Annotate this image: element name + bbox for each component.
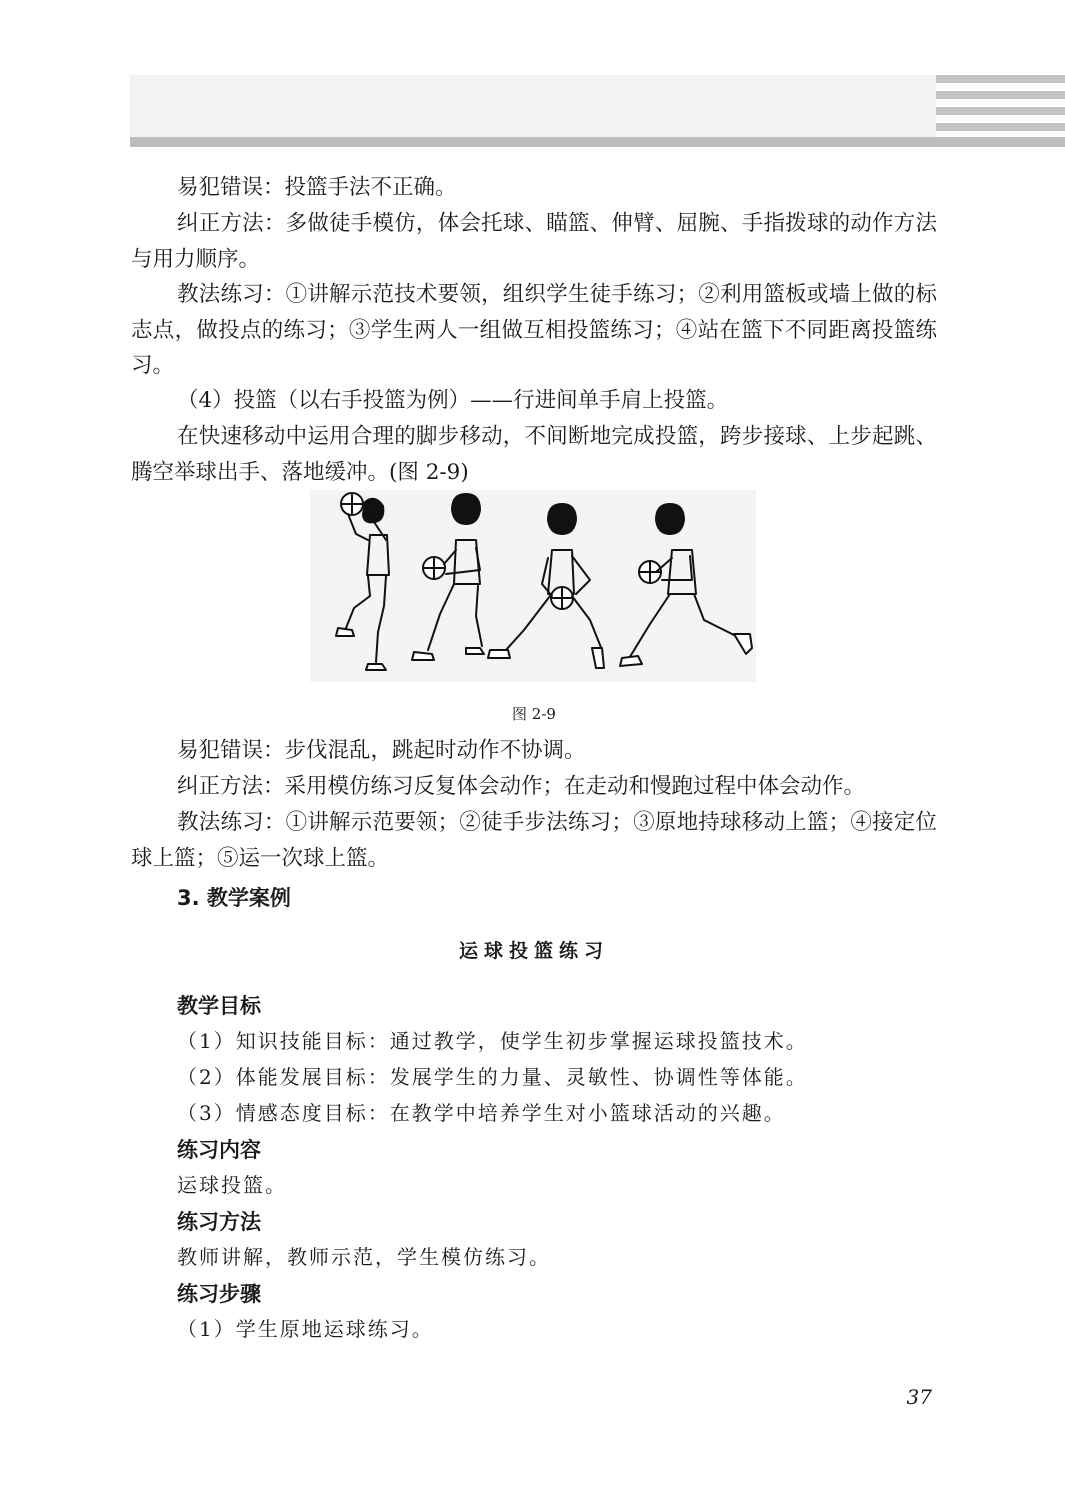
content-heading: 练习内容: [177, 1138, 261, 1162]
goal-item: （3）情感态度目标：在教学中培养学生对小篮球活动的兴趣。: [177, 1101, 786, 1125]
layup-sequence-illustration: [310, 490, 756, 682]
step-item: （1）学生原地运球练习。: [177, 1317, 434, 1341]
paragraph-shot-title: （4）投篮（以右手投篮为例）——行进间单手肩上投篮。: [177, 388, 729, 413]
header-stripe: [936, 75, 1065, 83]
goal-item: （2）体能发展目标：发展学生的力量、灵敏性、协调性等体能。: [177, 1065, 808, 1089]
section-heading: 3. 教学案例: [177, 886, 291, 910]
goal-item: （1）知识技能目标：通过教学，使学生初步掌握运球投篮技术。: [177, 1029, 808, 1053]
header-rule: [130, 137, 1065, 147]
header-stripe: [936, 91, 1065, 99]
method-text: 教师讲解，教师示范，学生模仿练习。: [177, 1245, 551, 1269]
page-number: 37: [906, 1385, 932, 1409]
content-text: 运球投篮。: [177, 1173, 287, 1197]
paragraph-shot-description: 在快速移动中运用合理的脚步移动，不间断地完成投篮，跨步接球、上步起跳、腾空举球出手、落地缓冲。(图 2-9): [131, 424, 937, 485]
case-title: 运球投篮练习: [458, 940, 609, 962]
header-stripe: [936, 123, 1065, 131]
paragraph-correction-1: 纠正方法：多做徒手模仿，体会托球、瞄篮、伸臂、屈腕、手指拨球的动作方法与用力顺序。: [131, 211, 937, 272]
paragraph-correction-2: 纠正方法：采用模仿练习反复体会动作；在走动和慢跑过程中体会动作。: [177, 774, 866, 799]
header-stripe: [936, 107, 1065, 115]
paragraph-teaching-1: 教法练习：①讲解示范技术要领，组织学生徒手练习；②利用篮板或墙上做的标志点，做投点的练习；③学生两人一组做互相投篮练习；④站在篮下不同距离投篮练习。: [131, 282, 937, 378]
paragraph-teaching-2: 教法练习：①讲解示范要领；②徒手步法练习；③原地持球移动上篮；④接定位球上篮；⑤运一次球上篮。: [131, 810, 937, 871]
figure-caption: 图 2-9: [512, 705, 556, 723]
paragraph-common-error-2: 易犯错误：步伐混乱，跳起时动作不协调。: [177, 738, 586, 763]
method-heading: 练习方法: [177, 1210, 261, 1234]
paragraph-common-error-1: 易犯错误：投篮手法不正确。: [177, 175, 457, 200]
steps-heading: 练习步骤: [177, 1282, 261, 1306]
header-band: [130, 75, 936, 137]
goals-heading: 教学目标: [177, 994, 261, 1018]
